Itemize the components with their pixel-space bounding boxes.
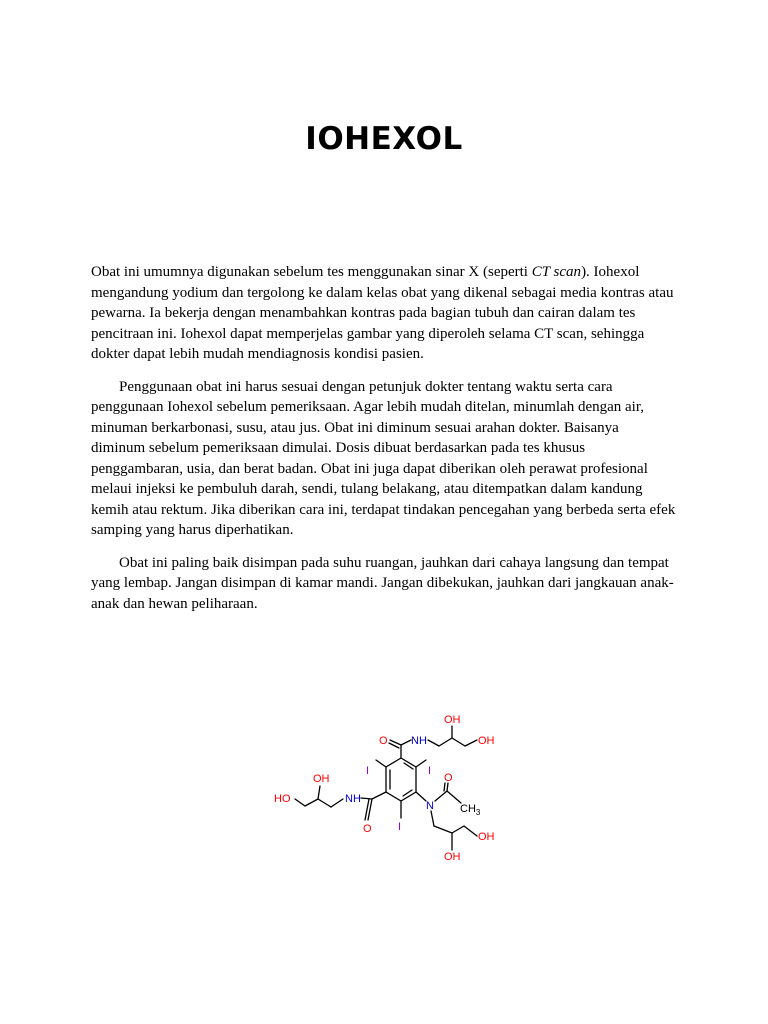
text-line: samping yang harus diperhatikan. bbox=[91, 522, 294, 538]
text-line: pencitraan ini. Iohexol dapat memperjelas gambar yang diperoleh selama CT scan, sehingga bbox=[91, 325, 645, 342]
hydroxyl-label: HO bbox=[274, 793, 291, 805]
structure-atom-labels bbox=[274, 714, 495, 863]
iohexol-structure-diagram bbox=[265, 706, 505, 866]
paragraph-intro bbox=[91, 262, 679, 365]
carbonyl-oxygen-label: O bbox=[379, 735, 388, 747]
amide-nitrogen-label: NH bbox=[411, 735, 427, 747]
paragraph-storage bbox=[91, 553, 679, 615]
document-title: IOHEXOL bbox=[305, 120, 463, 157]
text-line: pewarna. Ia bekerja dengan menambahkan kontras pada bagian tubuh dan cairan dalam tes bbox=[91, 305, 636, 321]
text-line: Obat ini paling baik disimpan pada suhu ruangan, jauhkan dari cahaya langsung dan tempat bbox=[119, 554, 669, 571]
hydroxyl-label: OH bbox=[444, 714, 461, 726]
text-line: Obat ini umumnya digunakan sebelum tes menggunakan sinar X (seperti CT scan). Iohexol bbox=[91, 264, 640, 280]
hydroxyl-label: OH bbox=[313, 773, 330, 785]
carbonyl-oxygen-label: O bbox=[363, 823, 372, 835]
text-line: penggunaan Iohexol sebelum pemeriksaan. Agar lebih mudah ditelan, minumlah dengan air, bbox=[91, 399, 644, 415]
text-line: diminum sebelum pemeriksaan dimulai. Dosis dibuat berdasarkan pada tes khusus bbox=[91, 440, 586, 456]
text-line: minuman berkarbonasi, susu, atau jus. Obat ini diminum sesuai arahan dokter. Baisanya bbox=[91, 419, 619, 436]
text-line: anak dan hewan peliharaan. bbox=[91, 595, 258, 612]
paragraph-usage bbox=[91, 377, 679, 541]
text-line: dokter dapat lebih mudah mendiagnosis kondisi pasien. bbox=[91, 346, 424, 362]
text-line: melaui injeksi ke pembuluh darah, sendi, tulang belakang, atau ditempatkan dalam kandung bbox=[91, 481, 643, 497]
text-line: kemih atau rektum. Jika diberikan cara ini, terdapat tindakan pencegahan yang berbeda serta efek bbox=[91, 501, 676, 518]
carbonyl-oxygen-label: O bbox=[444, 772, 453, 784]
iodine-label: I bbox=[398, 821, 402, 833]
iodine-label: I bbox=[366, 765, 370, 777]
text-line: Penggunaan obat ini harus sesuai dengan petunjuk dokter tentang waktu serta cara bbox=[119, 378, 613, 395]
nitrogen-label: N bbox=[426, 800, 434, 812]
text-line: yang lembap. Jangan disimpan di kamar mandi. Jangan dibekukan, jauhkan dari jangkauan anak- bbox=[91, 575, 674, 591]
body-text bbox=[91, 262, 679, 626]
text-line: mengandung yodium dan tergolong ke dalam kelas obat yang dikenal sebagai media kontras atau bbox=[91, 284, 674, 301]
hydroxyl-label: OH bbox=[478, 831, 495, 843]
hydroxyl-label: OH bbox=[478, 735, 495, 747]
amide-nitrogen-label: NH bbox=[345, 793, 361, 805]
methyl-label: $CH_3$ bbox=[460, 803, 481, 817]
hydroxyl-label: OH bbox=[444, 851, 461, 863]
text-line: penggambaran, usia, dan berat badan. Obat ini juga dapat diberikan oleh perawat profesional bbox=[91, 460, 648, 477]
iodine-label: I bbox=[428, 765, 432, 777]
italic-term: CT scan bbox=[531, 264, 582, 280]
